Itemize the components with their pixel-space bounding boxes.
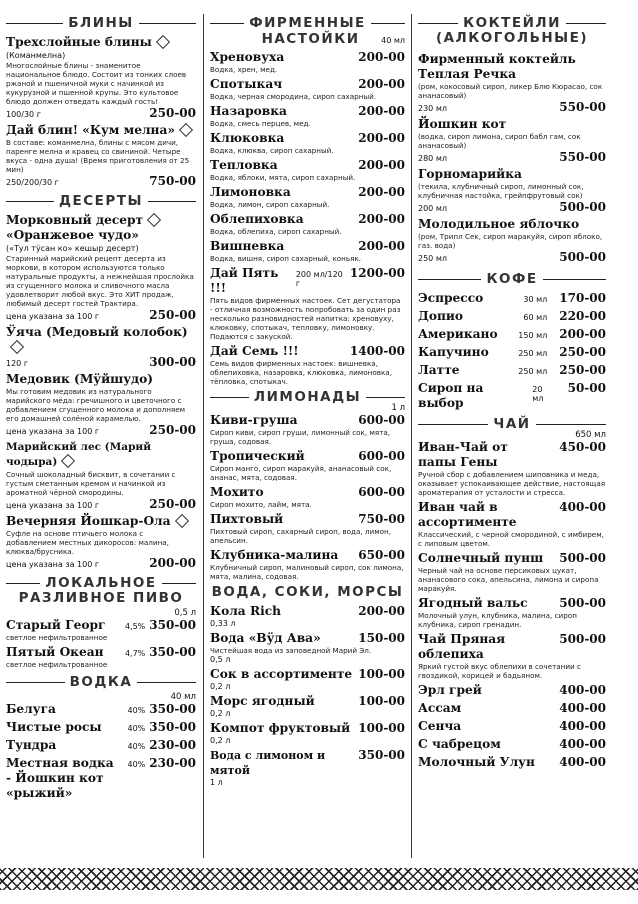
section-header-water: ВОДА, СОКИ, МОРСЫ	[211, 584, 404, 600]
menu-item[interactable]: Солнечный пунш 500-00 Черный чай на основе персиковых цукат, ананасового сока, апельсина, лимона и сиропа маракуйя.	[418, 551, 606, 593]
menu-item[interactable]: Морковный десерт «Оранжевое чудо» («Тул тӱсан ко» кешыр десерт) Старинный марийский рецепт десерта из моркови, в котором используются только натуральные продукты, а нежнейшая прослойка из сгущенного молока и сливочного масла удовлетворит любой вкус. Это ХИТ продаж, любимый десерт гостей Трактира. цена указана за 100 г 250-00	[6, 213, 196, 322]
menu-item[interactable]: Пихтовый 750-00 Пихтовый сироп, сахарный сироп, вода, лимон, апельсин.	[210, 512, 405, 545]
menu-item[interactable]: Дай блин! «Кум мелна» В составе: команмелна, блины с мясом дичи, паренге мелна и кравец со свининой. Четыре вкуса - одна душа! (Время приготовления от 25 мин) 250/200/30 г 750-00	[6, 123, 196, 188]
menu-item[interactable]: Сок в ассортименте 100-00 0,2 л	[210, 667, 405, 691]
menu-item[interactable]: Молодильное яблочко (ром, Трипл Сек, сироп маракуйя, сироп яблоко, газ. вода) 250 мл 500-00	[418, 217, 606, 264]
menu-item[interactable]: Сенча 400-00	[418, 719, 606, 733]
menu-item[interactable]: Старый Георг 4,5% 350-00 светлое нефильтрованное	[6, 618, 196, 642]
menu-item[interactable]: Американо 150 мл 200-00	[418, 327, 606, 341]
column-divider	[411, 14, 412, 858]
menu-item[interactable]: Вода «Вӱд Ава» 150-00 Чистейшая вода из заповедной Марий Эл. 0,5 л	[210, 631, 405, 664]
menu-item[interactable]: Эрл грей 400-00	[418, 683, 606, 697]
ornament-icon	[156, 35, 170, 49]
menu-item[interactable]: Ягодный вальс 500-00 Молочный улун, клубника, малина, сироп клубника, сироп гренадин.	[418, 596, 606, 629]
menu-item[interactable]: Назаровка 200-00 Водка, смесь перцев, мед.	[210, 104, 405, 128]
section-header-beer: ЛОКАЛЬНОЕ	[6, 576, 196, 591]
menu-item[interactable]: Вечерняя Йошкар-Ола Суфле на основе птичьего молока с добавлением местных дикоросов: малина, клюква/брусника. цена указана за 100 г 200-00	[6, 514, 196, 570]
ornament-icon	[61, 454, 75, 468]
menu-item[interactable]: Мохито 600-00 Сироп мохито, лайм, мята.	[210, 485, 405, 509]
menu-item[interactable]: Ассам 400-00	[418, 701, 606, 715]
section-header-deserts: ДЕСЕРТЫ	[6, 194, 196, 209]
menu-item[interactable]: Молочный Улун 400-00	[418, 755, 606, 769]
menu-item[interactable]: Дай Пять !!! 200 мл/120 г 1200-00 Пять видов фирменных настоек. Сет дегустатора - отличная возможность попробовать за один раз несколько разновидностей напитка: хреновуху, клюковку, спотыкач, тепловку, лимоновку. Подаются с закуской.	[210, 266, 405, 341]
ornamental-footer-border	[0, 868, 638, 890]
menu-item[interactable]: Допио 60 мл 220-00	[418, 309, 606, 323]
menu-item[interactable]: Латте 250 мл 250-00	[418, 363, 606, 377]
menu-item[interactable]: Йошкин кот (водка, сироп лимона, сироп бабл гам, сок ананасовый) 280 мл 550-00	[418, 117, 606, 164]
section-header-nastoyki: ФИРМЕННЫЕ	[210, 16, 405, 31]
section-header-tea: ЧАЙ	[418, 417, 606, 432]
menu-item[interactable]: Клюковка 200-00 Водка, клюква, сироп сахарный.	[210, 131, 405, 155]
menu-item[interactable]: Медовик (Мӱйшудо) Мы готовим медовик из натурального марийского мёда: гречишного и цветочного с добавлением сгущенного молока и дополняем его домашней солёной карамелью. цена указана за 100 г 250-00	[6, 372, 196, 437]
menu-item[interactable]: Трехслойные блины (Команмелна) Многослойные блины - знаменитое национальное блюдо. Состоит из тонких слоев ржаной и пшеничной муки с начинкой из кукурузной и пшенной крупы. Это культовое блюдо должен отведать каждый гость! 100/30 г 250-00	[6, 35, 196, 120]
menu-item[interactable]: Эспрессо 30 мл 170-00	[418, 291, 606, 305]
menu-column-1: БЛИНЫ Трехслойные блины (Команмелна) Многослойные блины - знаменитое национальное блюдо. Состоит из тонких слоев ржаной и пшеничной муки с начинкой из кукурузной и пшенной крупы. Это культовое блюдо должен отведать каждый гость! 100/30 г 250-00 Дай блин! «Кум мелна» В составе: команмелна, блины с мясом дичи, паренге мелна и кравец со свининой. Четыре вкуса - одна душа! (Время приготовления от 25 мин) 250/200/30 г 750-00 ДЕСЕРТЫ Морковный десерт «Оранжевое чудо» («Тул тӱсан ко» кешыр десерт) Старинный марийский рецепт десерта из моркови, в котором используются только натуральные продукты, а нежнейшая прослойка из сгущенного молока и сливочного масла удовлетворит любой вкус. Это ХИТ продаж, любимый десерт гостей Трактира. цена указана за 100 г 250-00 Ӱяча (Медовый колобок) 120 г 300-00 Медовик (Мӱйшудо) Мы готовим медовик из натурального марийского мёда: гречишного и цветочного с добавлением сгущенного молока и дополняем его домашней солёной карамелью. цена указана за 100 г 250-00 Марийский лес (Марий чодыра) Сочный шоколадный бисквит, в сочетании с густым сметанным кремом и начинкой из ароматной чёрной смородины. цена указана за 100 г 250-00 Вечерняя Йошкар-Ола Суфле на основе птичьего молока с добавлением местных дикоросов: малина, клюква/брусника. цена указана за 100 г 200-00 ЛОКАЛЬНОЕ РАЗЛИВНОЕ ПИВО 0,5 л Старый Георг 4,5% 350-00 светлое нефильтрованное Пятый Океан 4,7% 350-00 светлое нефильтрованное ВОДКА 40 мл Белуга 40% 350-00 Чистые росы 40% 350-00 Тундра 40% 230-00 Местная водка - Йошкин кот «рыжий» 40% 230-00	[6, 15, 196, 800]
menu-item[interactable]: Киви-груша 600-00 Сироп киви, сироп груши, лимонный сок, мята, груша, содовая.	[210, 413, 405, 446]
menu-item[interactable]: С чабрецом 400-00	[418, 737, 606, 751]
ornament-icon	[179, 123, 193, 137]
menu-item[interactable]: Фирменный коктейль Теплая Речка (ром, кокосовый сироп, ликер Блю Кюрасао, сок ананасовый) 230 мл 550-00	[418, 52, 606, 114]
menu-column-3: КОКТЕЙЛИ (АЛКОГОЛЬНЫЕ) Фирменный коктейль Теплая Речка (ром, кокосовый сироп, ликер Блю Кюрасао, сок ананасовый) 230 мл 550-00 Йошкин кот (водка, сироп лимона, сироп бабл гам, сок ананасовый) 280 мл 550-00 Горномарийка (текила, клубничный сироп, лимонный сок, клубничная настойка, грейпфрутовый сок) 200 мл 500-00 Молодильное яблочко (ром, Трипл Сек, сироп маракуйя, сироп яблоко, газ. вода) 250 мл 500-00 КОФЕ Эспрессо 30 мл 170-00 Допио 60 мл 220-00 Американо 150 мл 200-00 Капучино 250 мл 250-00 Латте 250 мл 250-00 Сироп на выбор 20 мл 50-00 ЧАЙ 650 мл Иван-Чай от папы Гены 450-00 Ручной сбор с добавлением шиповника и меда, оказывает успокаивающее действие, настоящая ароматерапия от усталости и стресса. Иван чай в ассортименте 400-00 Классический, с черной смородиной, с имбирем, с липовым цветом. Солнечный пунш 500-00 Черный чай на основе персиковых цукат, ананасового сока, апельсина, лимона и сиропа маракуйя. Ягодный вальс 500-00 Молочный улун, клубника, малина, сироп клубника, сироп гренадин. Чай Пряная облепиха 500-00 Яркий густой вкус облепихи в сочетании с гвоздикой, корицей и бадьяном. Эрл грей 400-00 Ассам 400-00 Сенча 400-00 С чабрецом 400-00 Молочный Улун 400-00	[418, 15, 606, 769]
section-header-limonady: ЛИМОНАДЫ	[210, 390, 405, 405]
menu-item[interactable]: Горномарийка (текила, клубничный сироп, лимонный сок, клубничная настойка, грейпфрутовый сок) 200 мл 500-00	[418, 167, 606, 214]
menu-item[interactable]: Чай Пряная облепиха 500-00 Яркий густой вкус облепихи в сочетании с гвоздикой, корицей и бадьяном.	[418, 632, 606, 680]
menu-item[interactable]: Тепловка 200-00 Водка, яблоки, мята, сироп сахарный.	[210, 158, 405, 182]
menu-item[interactable]: Спотыкач 200-00 Водка, черная смородина, сироп сахарный.	[210, 77, 405, 101]
menu-item[interactable]: Местная водка - Йошкин кот «рыжий» 40% 230-00	[6, 756, 196, 800]
menu-item[interactable]: Вишневка 200-00 Водка, вишня, сироп сахарный, коньяк.	[210, 239, 405, 263]
menu-item[interactable]: Тропический 600-00 Сироп манго, сироп маракуйя, ананасовый сок, ананас, мята, содовая.	[210, 449, 405, 482]
ornament-icon	[147, 213, 161, 227]
section-header-blini: БЛИНЫ	[6, 16, 196, 31]
menu-item[interactable]: Компот фруктовый 100-00 0,2 л	[210, 721, 405, 745]
menu-item[interactable]: Клубника-малина 650-00 Клубничный сироп, малиновый сироп, сок лимона, мята, малина, содовая.	[210, 548, 405, 581]
menu-item[interactable]: Дай Семь !!! 1400-00 Семь видов фирменных настоек: вишневка, облепиховка, назаровка, клюковка, лимоновка, тёпловка, спотыкач.	[210, 344, 405, 386]
menu-item[interactable]: Морс ягодный 100-00 0,2 л	[210, 694, 405, 718]
menu-item[interactable]: Капучино 250 мл 250-00	[418, 345, 606, 359]
menu-item[interactable]: Вода с лимоном и мятой 350-00 1 л	[210, 748, 405, 787]
menu-item[interactable]: Кола Rich 200-00 0,33 л	[210, 604, 405, 628]
menu-item[interactable]: Иван чай в ассортименте 400-00 Классический, с черной смородиной, с имбирем, с липовым цветом.	[418, 500, 606, 548]
menu-item[interactable]: Сироп на выбор 20 мл 50-00	[418, 381, 606, 410]
section-header-coffee: КОФЕ	[418, 272, 606, 287]
menu-item[interactable]: Лимоновка 200-00 Водка, лимон, сироп сахарный.	[210, 185, 405, 209]
menu-item[interactable]: Иван-Чай от папы Гены 450-00 Ручной сбор с добавлением шиповника и меда, оказывает успокаивающее действие, настоящая ароматерапия от усталости и стресса.	[418, 440, 606, 497]
section-header-vodka: ВОДКА	[6, 675, 196, 690]
menu-column-2: ФИРМЕННЫЕ НАСТОЙКИ 40 мл Хреновуха 200-00 Водка, хрен, мед. Спотыкач 200-00 Водка, черная смородина, сироп сахарный. Назаровка 200-00 Водка, смесь перцев, мед. Клюковка 200-00 Водка, клюква, сироп сахарный. Тепловка 200-00 Водка, яблоки, мята, сироп сахарный. Лимоновка 200-00 Водка, лимон, сироп сахарный. Облепиховка 200-00 Водка, облепиха, сироп сахарный. Вишневка 200-00 Водка, вишня, сироп сахарный, коньяк. Дай Пять !!! 200 мл/120 г 1200-00 Пять видов фирменных настоек. Сет дегустатора - отличная возможность попробовать за один раз несколько разновидностей напитка: хреновуху, клюковку, спотыкач, тепловку, лимоновку. Подаются с закуской. Дай Семь !!! 1400-00 Семь видов фирменных настоек: вишневка, облепиховка, назаровка, клюковка, лимоновка, тёпловка, спотыкач. ЛИМОНАДЫ 1 л Киви-груша 600-00 Сироп киви, сироп груши, лимонный сок, мята, груша, содовая. Тропический 600-00 Сироп манго, сироп маракуйя, ананасовый сок, ананас, мята, содовая. Мохито 600-00 Сироп мохито, лайм, мята. Пихтовый 750-00 Пихтовый сироп, сахарный сироп, вода, лимон, апельсин. Клубника-малина 650-00 Клубничный сироп, малиновый сироп, сок лимона, мята, малина, содовая. ВОДА, СОКИ, МОРСЫ Кола Rich 200-00 0,33 л Вода «Вӱд Ава» 150-00 Чистейшая вода из заповедной Марий Эл. 0,5 л Сок в ассортименте 100-00 0,2 л Морс ягодный 100-00 0,2 л Компот фруктовый 100-00 0,2 л Вода с лимоном и мятой 350-00 1 л	[210, 15, 405, 787]
menu-item[interactable]: Пятый Океан 4,7% 350-00 светлое нефильтрованное	[6, 645, 196, 669]
menu-item[interactable]: Тундра 40% 230-00	[6, 738, 196, 752]
menu-item[interactable]: Хреновуха 200-00 Водка, хрен, мед.	[210, 50, 405, 74]
menu-item[interactable]: Ӱяча (Медовый колобок) 120 г 300-00	[6, 325, 196, 369]
ornament-icon	[10, 340, 24, 354]
ornament-icon	[174, 514, 188, 528]
section-header-cocktails: КОКТЕЙЛИ	[418, 16, 606, 31]
column-divider	[203, 14, 204, 858]
menu-item[interactable]: Белуга 40% 350-00	[6, 702, 196, 716]
menu-item[interactable]: Чистые росы 40% 350-00	[6, 720, 196, 734]
menu-item[interactable]: Марийский лес (Марий чодыра) Сочный шоколадный бисквит, в сочетании с густым сметанным кремом и начинкой из ароматной чёрной смородины. цена указана за 100 г 250-00	[6, 441, 196, 511]
menu-item[interactable]: Облепиховка 200-00 Водка, облепиха, сироп сахарный.	[210, 212, 405, 236]
